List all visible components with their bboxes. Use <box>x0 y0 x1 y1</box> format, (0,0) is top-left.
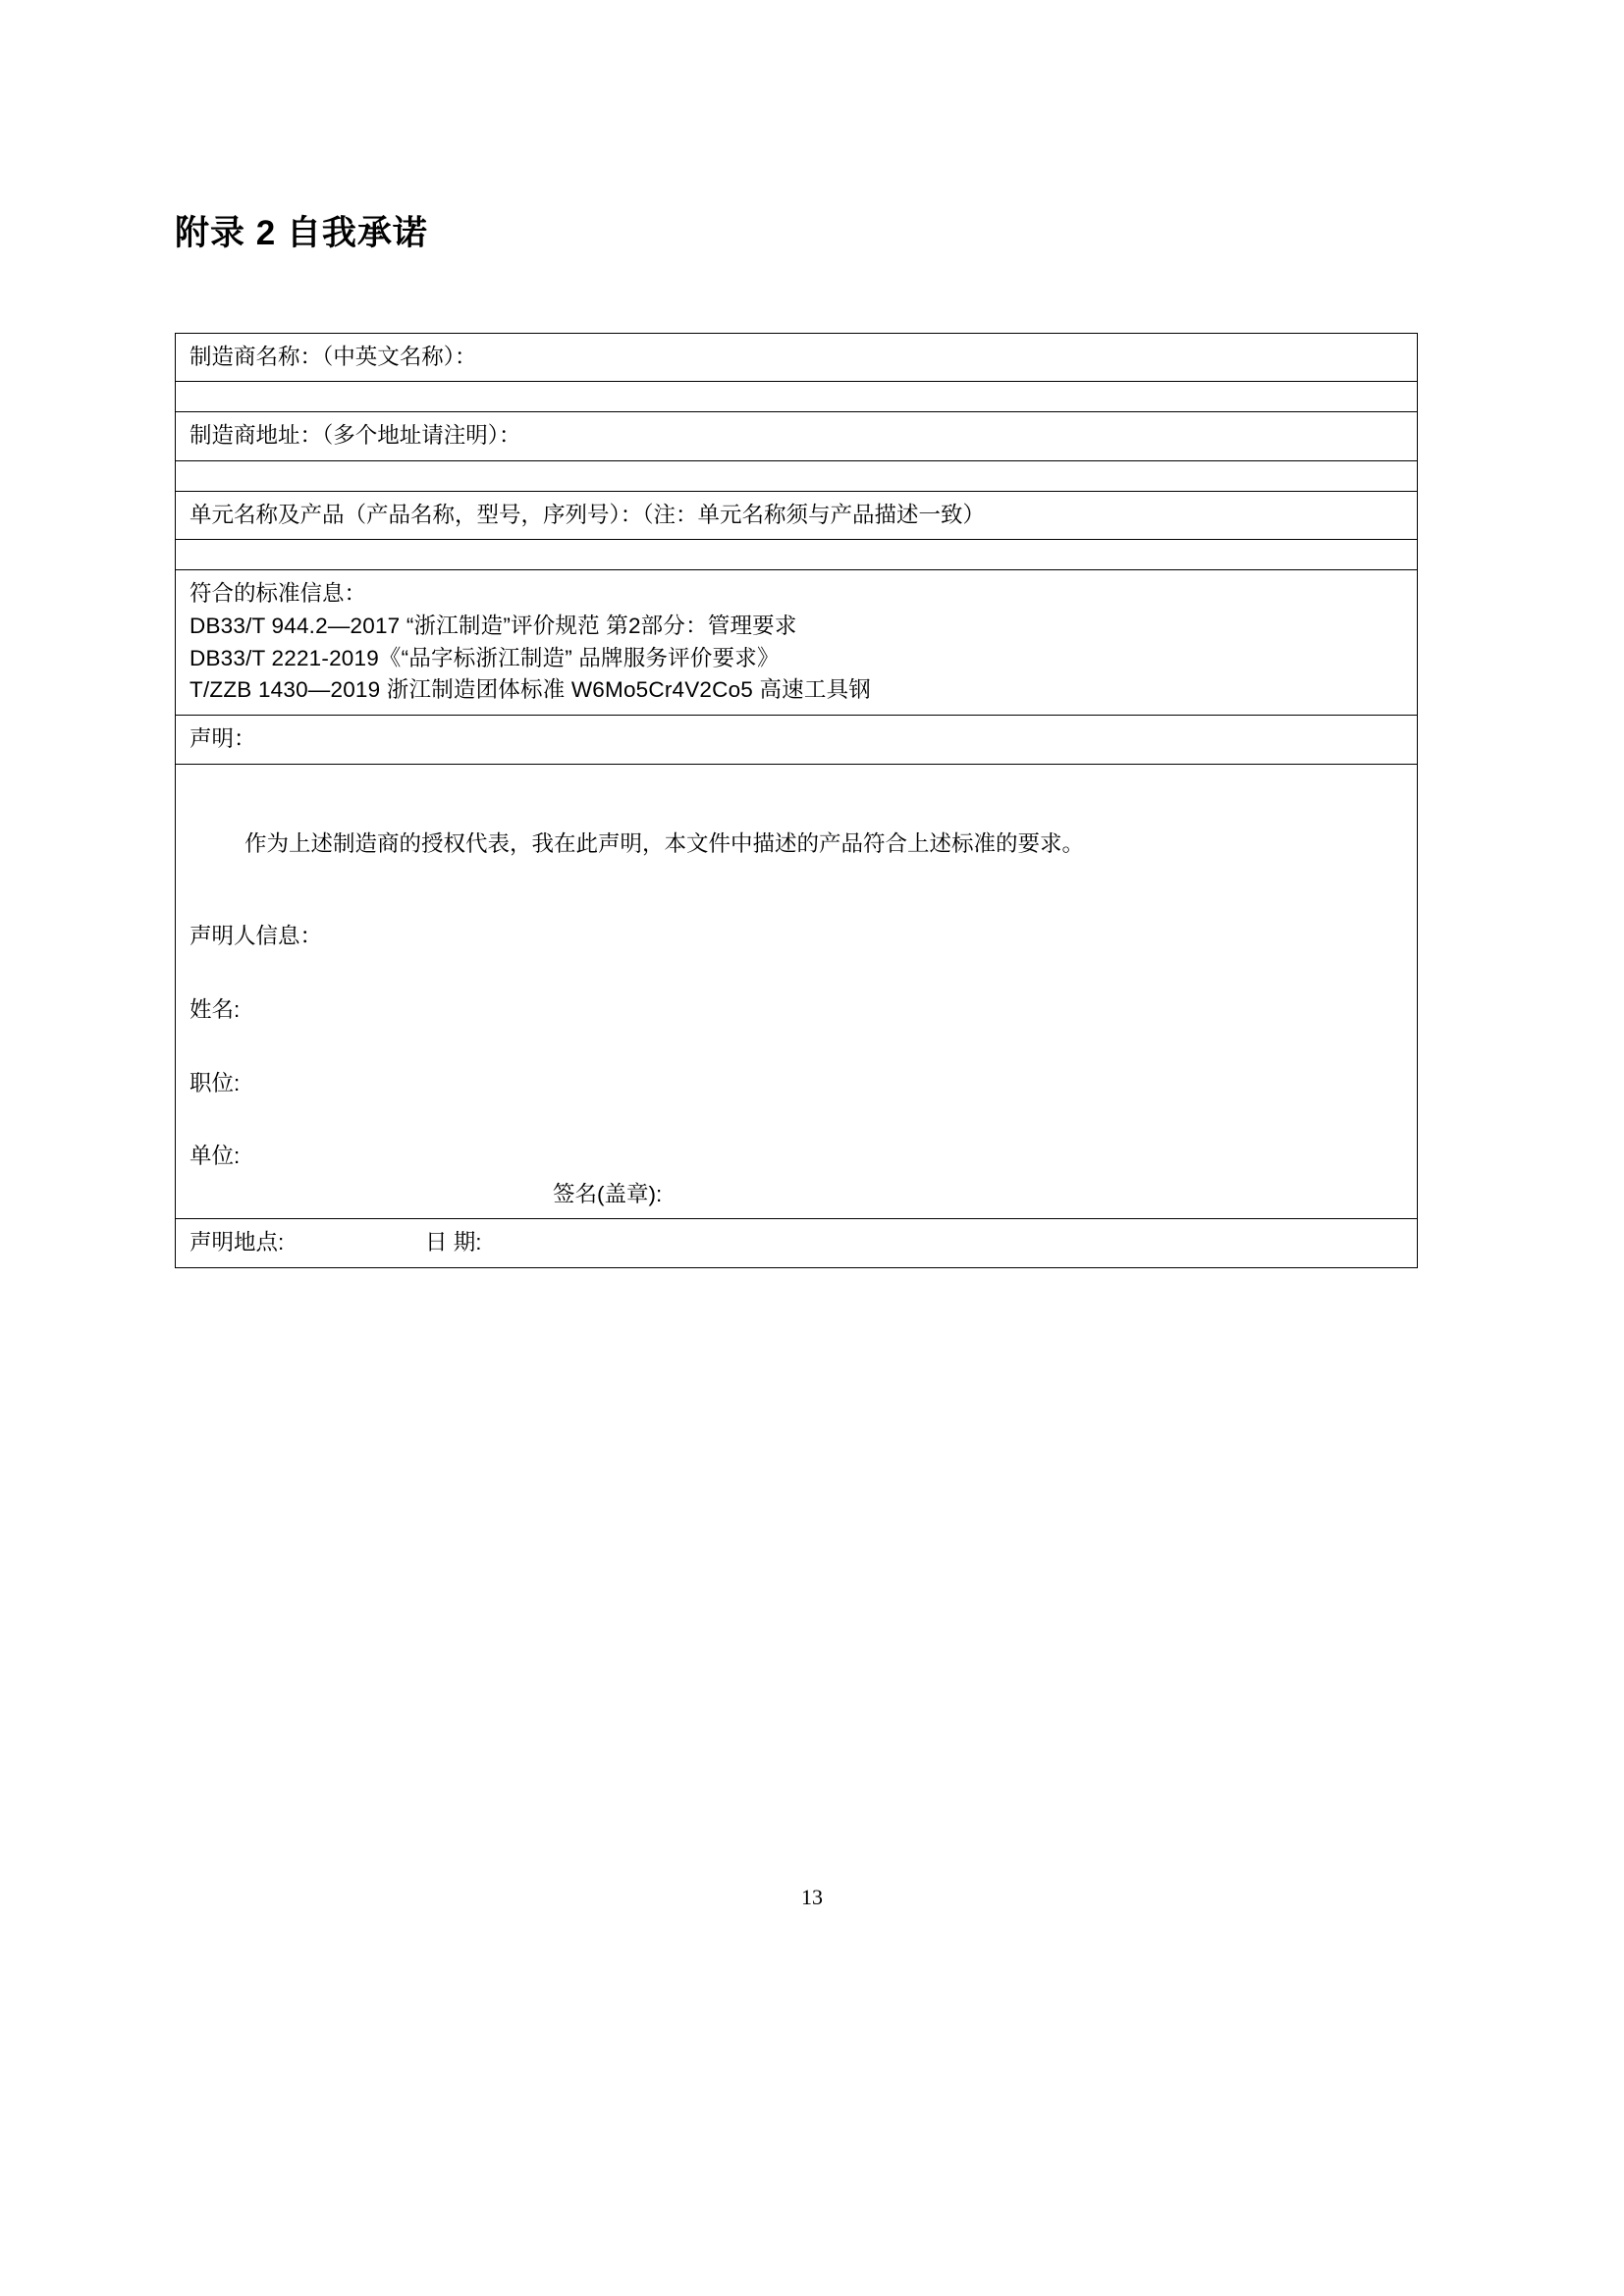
manufacturer-name-value-cell[interactable] <box>176 382 1418 412</box>
table-row <box>176 764 1418 1219</box>
place-field-label[interactable]: 声明地点: <box>189 1230 285 1255</box>
page-title: 附录 2 自我承诺 <box>175 214 428 252</box>
declaration-content-cell <box>176 764 1418 1219</box>
statement-label: 声明： <box>189 725 256 751</box>
page-number: 13 <box>801 1885 823 1909</box>
table-row <box>176 460 1418 491</box>
standard-item: DB33/T 944.2—2017 “浙江制造”评价规范 第2部分：管理要求 <box>189 614 797 638</box>
position-field-label[interactable]: 职位: <box>189 1070 241 1095</box>
table-row <box>176 1219 1418 1268</box>
self-declaration-table <box>175 333 1418 1269</box>
signature-field-label[interactable]: 签名(盖章): <box>553 1181 663 1206</box>
place-date-cell <box>176 1219 1418 1268</box>
declarer-info-label: 声明人信息： <box>189 924 323 949</box>
table-row <box>176 412 1418 461</box>
standard-item: T/ZZB 1430—2019 浙江制造团体标准 W6Mo5Cr4V2Co5 高速工具钢 <box>189 677 871 703</box>
table-row <box>176 570 1418 716</box>
declaration-block <box>176 765 1417 1219</box>
unit-product-label: 单元名称及产品（产品名称，型号，序列号）：（注：单元名称须与产品描述一致） <box>189 502 986 527</box>
table-row <box>176 540 1418 570</box>
standards-cell <box>176 570 1418 716</box>
manufacturer-address-value <box>176 461 1417 477</box>
table-row <box>176 491 1418 540</box>
unit-product-value-cell[interactable] <box>176 540 1418 570</box>
table-row <box>176 715 1418 764</box>
manufacturer-address-label-cell <box>176 412 1418 461</box>
standards-block <box>176 570 1417 715</box>
standards-label: 符合的标准信息： <box>189 581 367 607</box>
unit-product-value <box>176 540 1417 556</box>
document-body <box>175 211 1451 1268</box>
manufacturer-name-value <box>176 382 1417 398</box>
date-field-label[interactable]: 日 期: <box>425 1230 482 1255</box>
statement-label-cell <box>176 715 1418 764</box>
company-field-label[interactable]: 单位: <box>189 1144 241 1169</box>
manufacturer-address-label: 制造商地址：（多个地址请注明）： <box>189 423 521 449</box>
table-row <box>176 333 1418 382</box>
manufacturer-address-value-cell[interactable] <box>176 460 1418 491</box>
standard-item: DB33/T 2221-2019《“品字标浙江制造” 品牌服务评价要求》 <box>189 645 780 670</box>
table-row <box>176 382 1418 412</box>
manufacturer-name-label-cell <box>176 333 1418 382</box>
manufacturer-name-label: 制造商名称：（中英文名称）： <box>189 344 477 369</box>
unit-product-label-cell <box>176 491 1418 540</box>
place-date-block <box>176 1219 1417 1267</box>
statement-paragraph: 作为上述制造商的授权代表，我在此声明，本文件中描述的产品符合上述标准的要求。 <box>244 830 1085 856</box>
name-field-label[interactable]: 姓名: <box>189 996 241 1022</box>
